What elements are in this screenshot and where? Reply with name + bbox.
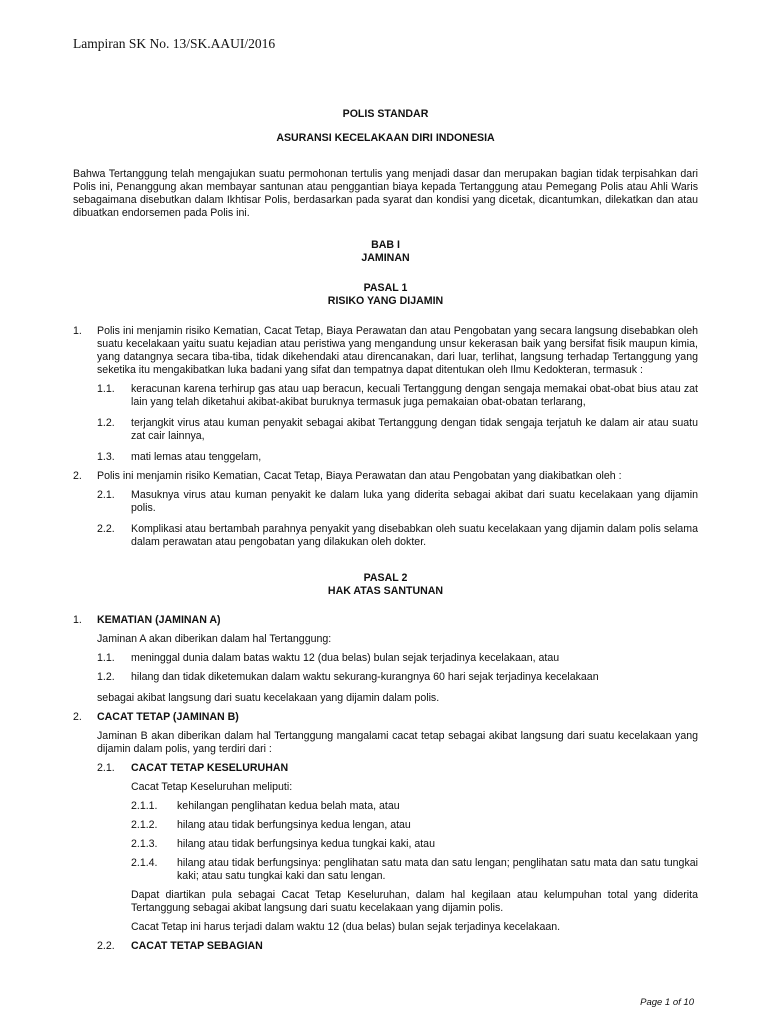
- list-item: [97, 489, 698, 515]
- policy-subtitle: ASURANSI KECELAKAAN DIRI INDONESIA: [276, 132, 495, 144]
- item-text: keracunan karena terhirup gas atau uap beracun, kecuali Tertanggung dengan sengaja memakai obat-obat bius atau zat lain yang telah diketahui akibat-akibat buruknya termasuk juga pemakaian obat-obatan terlarang,: [131, 383, 698, 408]
- item-number: 1.: [73, 325, 82, 337]
- list-item: [97, 383, 698, 409]
- section-title: CACAT TETAP (JAMINAN B): [97, 711, 239, 723]
- section-intro: Jaminan A akan diberikan dalam hal Tertanggung:: [97, 633, 332, 645]
- section-closing: sebagai akibat langsung dari suatu kecelakaan yang dijamin dalam polis.: [97, 692, 440, 704]
- item-text: Masuknya virus atau kuman penyakit ke dalam luka yang diderita sebagai akibat dari suatu kecelakaan yang dijamin polis.: [131, 489, 698, 514]
- section-number: 1.: [73, 614, 82, 626]
- item-text: Polis ini menjamin risiko Kematian, Cacat Tetap, Biaya Perawatan dan atau Pengobatan yang diakibatkan oleh :: [97, 470, 622, 482]
- list-item: [97, 671, 698, 684]
- item-text: hilang atau tidak berfungsinya: penglihatan satu mata dan satu lengan; penglihatan satu mata dan satu tungkai kaki; atau satu tungkai kaki dan satu lengan.: [177, 857, 698, 882]
- item-number: 1.1.: [97, 652, 115, 664]
- item-number: 1.2.: [97, 671, 115, 683]
- page-number: Page 1 of 10: [640, 997, 694, 1008]
- list-item: [97, 523, 698, 549]
- item-number: 2.1.4.: [131, 857, 158, 869]
- article-1-title: RISIKO YANG DIJAMIN: [327, 295, 444, 307]
- list-item: [97, 451, 698, 464]
- subsection-heading: [97, 762, 698, 775]
- section-intro: Jaminan B akan diberikan dalam hal Tertanggung mangalami cacat tetap sebagai akibat langsung dari suatu kecelakaan yang dijamin dalam polis, yang terdiri dari :: [97, 730, 698, 755]
- section-heading: [73, 711, 698, 724]
- item-number: 2.1.: [97, 489, 115, 501]
- item-text: Polis ini menjamin risiko Kematian, Cacat Tetap, Biaya Perawatan dan atau Pengobatan yang secara langsung disebabkan oleh suatu kecelakaan yaitu suatu kejadian atau peristiwa yang mengandung unsur kekerasan baik yang bersifat fisik maupun kimia, yang datangnya secara tiba-tiba, tidak dikehendaki atau direncanakan, dari luar, terlihat, langsung terhadap Tertanggung yang seketika itu mengakibatkan luka badani yang sifat dan tempatnya dapat ditentukan oleh Ilmu Kedokteran, termasuk :: [97, 325, 698, 376]
- list-item: [73, 470, 698, 483]
- list-item: [131, 838, 698, 851]
- section-title: KEMATIAN (JAMINAN A): [97, 614, 221, 626]
- subsection-title: CACAT TETAP KESELURUHAN: [131, 762, 289, 774]
- item-number: 2.2.: [97, 523, 115, 535]
- subsection-intro: Cacat Tetap Keseluruhan meliputi:: [131, 781, 293, 793]
- article-2-label: PASAL 2: [363, 572, 408, 584]
- subsection-paragraph: Cacat Tetap ini harus terjadi dalam waktu 12 (dua belas) bulan sejak terjadinya kecelakaan.: [131, 921, 561, 933]
- item-number: 2.1.1.: [131, 800, 158, 812]
- item-number: 2.1.3.: [131, 838, 158, 850]
- subsection-paragraph: Dapat diartikan pula sebagai Cacat Tetap Keseluruhan, dalam hal kegilaan atau kelumpuhan total yang diderita Tertanggung sebagai akibat langsung dari suatu kecelakaan yang dijamin polis.: [131, 889, 698, 914]
- item-text: mati lemas atau tenggelam,: [131, 451, 262, 463]
- list-item: [131, 800, 698, 813]
- chapter-label: BAB I: [371, 239, 400, 251]
- item-number: 2.1.2.: [131, 819, 158, 831]
- intro-paragraph: Bahwa Tertanggung telah mengajukan suatu permohonan tertulis yang menjadi dasar dan merupakan bagian tidak terpisahkan dari Polis ini, Penanggung akan membayar santunan atau penggantian biaya kepada Tertanggung atau Pemegang Polis atau Ahli Waris sebagaimana disebutkan dalam Ikhtisar Polis, berdasarkan pada syarat dan kondisi yang dicetak, dicantumkan, dilekatkan dan atau dibuatkan endorsemen pada Polis ini.: [73, 168, 698, 219]
- item-text: hilang atau tidak berfungsinya kedua lengan, atau: [177, 819, 411, 831]
- article-1-label: PASAL 1: [363, 282, 408, 294]
- list-item: [73, 325, 698, 377]
- subsection-heading: [97, 940, 698, 953]
- policy-title: POLIS STANDAR: [342, 108, 429, 120]
- item-text: hilang dan tidak diketemukan dalam waktu sekurang-kurangnya 60 hari sejak terjadinya kecelakaan: [131, 671, 599, 683]
- item-number: 1.3.: [97, 451, 115, 463]
- list-item: [131, 857, 698, 883]
- subsection-number: 2.1.: [97, 762, 115, 774]
- list-item: [97, 417, 698, 443]
- item-number: 1.1.: [97, 383, 115, 395]
- document-reference: Lampiran SK No. 13/SK.AAUI/2016: [73, 36, 276, 51]
- document-body: [73, 108, 698, 953]
- section-heading: [73, 614, 698, 627]
- item-text: terjangkit virus atau kuman penyakit sebagai akibat Tertanggung dengan tidak sengaja terjatuh ke dalam air atau suatu zat cair lainnya,: [131, 417, 698, 442]
- item-text: hilang atau tidak berfungsinya kedua tungkai kaki, atau: [177, 838, 435, 850]
- article-2-title: HAK ATAS SANTUNAN: [327, 585, 444, 597]
- subsection-number: 2.2.: [97, 940, 115, 952]
- item-text: meninggal dunia dalam batas waktu 12 (dua belas) bulan sejak terjadinya kecelakaan, atau: [131, 652, 560, 664]
- item-text: Komplikasi atau bertambah parahnya penyakit yang disebabkan oleh suatu kecelakaan yang dijamin dalam polis selama dalam perawatan atau pengobatan yang dilakukan oleh dokter.: [131, 523, 698, 548]
- item-text: kehilangan penglihatan kedua belah mata, atau: [177, 800, 400, 812]
- item-number: 1.2.: [97, 417, 115, 429]
- section-number: 2.: [73, 711, 82, 723]
- list-item: [97, 652, 698, 665]
- chapter-title: JAMINAN: [361, 252, 410, 264]
- subsection-title: CACAT TETAP SEBAGIAN: [131, 940, 263, 952]
- list-item: [131, 819, 698, 832]
- item-number: 2.: [73, 470, 82, 482]
